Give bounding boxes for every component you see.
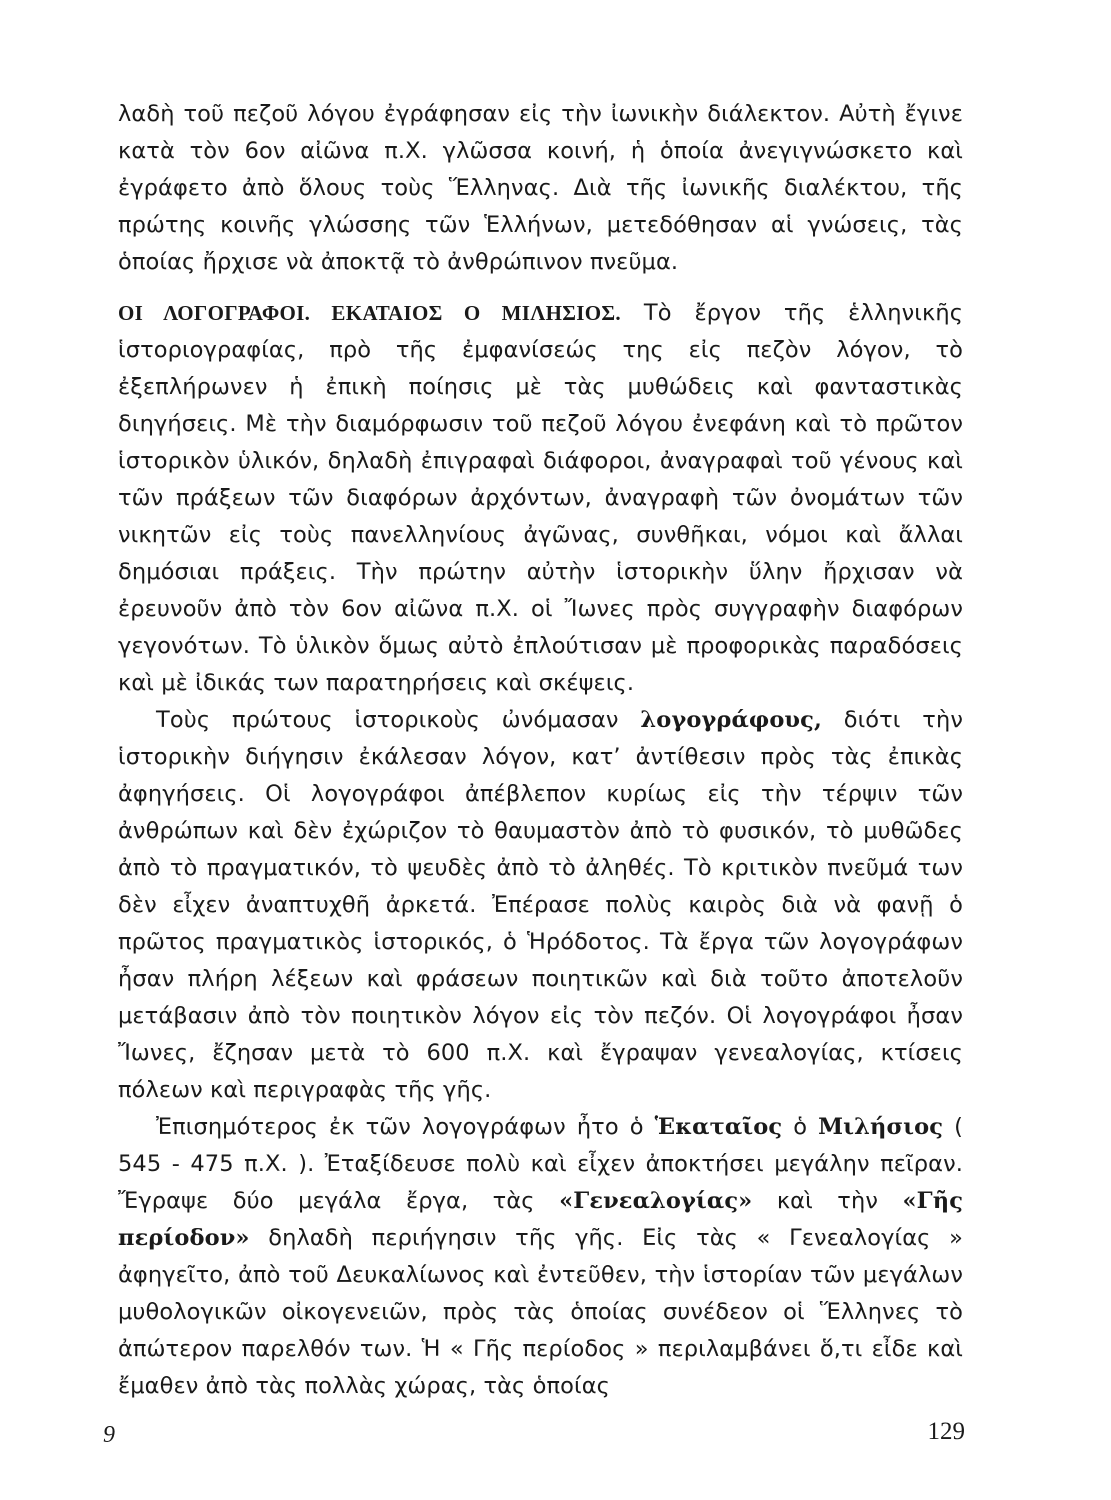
p3-text-before: Τοὺς πρώτους ἱστορικοὺς ὠνόμασαν <box>156 707 619 733</box>
paragraph-logographers-text: Τὸ ἔργον τῆς ἑλληνικῆς ἱστοριογραφίας, πρὸ τῆς ἐμφανίσεώς της εἰς πεζὸν λόγον, τὸ ἐξεπλήρωνεν ἡ ἐπικὴ ποίησις μὲ τὰς μυθώδεις καὶ φανταστικὰς διηγήσεις. Μὲ τὴν διαμόρφωσιν τοῦ πεζοῦ λόγου ἐνεφάνη καὶ τὸ πρῶτον ἱστορικὸν ὑλικόν, δηλαδὴ ἐπιγραφαὶ διάφοροι, ἀναγραφαὶ τοῦ γένους καὶ τῶν πράξεων τῶν διαφόρων ἀρχόντων, ἀναγραφὴ τῶν ὀνομάτων τῶν νικητῶν εἰς τοὺς πανελληνίους ἀγῶνας, συνθῆκαι, νόμοι καὶ ἄλλαι δημόσιαι πράξεις. Τὴν πρώτην αὐτὴν ἱστορικὴν ὕλην ἤρχισαν νὰ ἐρευνοῦν ἀπὸ τὸν 6ον αἰῶνα π.Χ. οἱ Ἴωνες πρὸς συγγραφὴν διαφόρων γεγονότων. Τὸ ὑλικὸν ὅμως αὐτὸ ἐπλούτισαν μὲ προφορικὰς παραδόσεις καὶ μὲ ἰδικάς των παρατηρήσεις καὶ σκέψεις. <box>118 300 963 696</box>
body-text <box>118 96 963 1405</box>
work-periodos-ges: «Γῆς περίοδον» <box>118 1188 963 1251</box>
term-logographoi: λογογράφους, <box>640 707 822 733</box>
work-genealogies: «Γενεαλογίας» <box>559 1188 753 1214</box>
p4-text-4: καὶ τὴν <box>776 1188 878 1214</box>
p3-text-after: διότι τὴν ἱστορικὴν διήγησιν ἐκάλεσαν λόγον, κατ’ ἀντίθεσιν πρὸς τὰς ἐπικὰς ἀφηγήσεις. Οἱ λογογράφοι ἀπέβλεπον κυρίως εἰς τὴν τέρψιν τῶν ἀνθρώπων καὶ δὲν ἐχώριζον τὸ θαυμαστὸν ἀπὸ τὸ φυσικόν, τὸ μυθῶδες ἀπὸ τὸ πραγματικόν, τὸ ψευδὲς ἀπὸ τὸ ἀληθές. Τὸ κριτικὸν πνεῦμά των δὲν εἶχεν ἀναπτυχθῆ ἀρκετά. Ἐπέρασε πολὺς καιρὸς διὰ νὰ φανῇ ὁ πρῶτος πραγματικὸς ἱστορικός, ὁ Ἡρόδοτος. Τὰ ἔργα τῶν λογογράφων ἦσαν πλήρη λέξεων καὶ φράσεων ποιητικῶν καὶ διὰ τοῦτο ἀποτελοῦν μετάβασιν ἀπὸ τὸν ποιητικὸν λόγον εἰς τὸν πεζόν. Οἱ λογογράφοι ἦσαν Ἴωνες, ἔζησαν μετὰ τὸ 600 π.Χ. καὶ ἔγραψαν γενεαλογίας, κτίσεις πόλεων καὶ περιγραφὰς τῆς γῆς. <box>118 707 963 1103</box>
paragraph-logographers-definition <box>118 702 963 1109</box>
paragraph-ionic-dialect: λαδὴ τοῦ πεζοῦ λόγου ἐγράφησαν εἰς τὴν ἰωνικὴν διάλεκτον. Αὐτὴ ἔγινε κατὰ τὸν 6ον αἰῶνα π.Χ. γλῶσσα κοινή, ἡ ὁποία ἀνεγιγνώσκετο καὶ ἐγράφετο ἀπὸ ὅλους τοὺς Ἕλληνας. Διὰ τῆς ἰωνικῆς διαλέκτου, τῆς πρώτης κοινῆς γλώσσης τῶν Ἑλλήνων, μετεδόθησαν αἱ γνώσεις, τὰς ὁποίας ἤρχισε νὰ ἀποκτᾷ τὸ ἀνθρώπινον πνεῦμα. <box>118 101 963 275</box>
p4-text-3: ( 545 - 475 π.Χ. ). Ἐταξίδευσε πολὺ καὶ εἶχεν ἀποκτήσει μεγάλην πεῖραν. Ἔγραψε δύο μεγάλα ἔργα, τὰς <box>118 1114 963 1214</box>
signature-mark: 9 <box>103 1422 115 1448</box>
paragraph-logographers <box>118 295 963 702</box>
p4-text-2: ὁ <box>793 1114 808 1140</box>
section-heading: ΟΙ ΛΟΓΟΓΡΑΦΟΙ. ΕΚΑΤΑΙΟΣ Ο ΜΙΛΗΣΙΟΣ. <box>118 301 621 325</box>
page-number: 129 <box>927 1418 965 1445</box>
p4-text-1: Ἐπισημότερος ἐκ τῶν λογογράφων ἦτο ὁ <box>156 1114 644 1140</box>
paragraph-hecataeus <box>118 1109 963 1405</box>
name-hecataeus: Ἑκαταῖος <box>654 1114 783 1140</box>
p4-text-5: δηλαδὴ περιήγησιν τῆς γῆς. Εἰς τὰς « Γενεαλογίας » ἀφηγεῖτο, ἀπὸ τοῦ Δευκαλίωνος καὶ ἐντεῦθεν, τὴν ἱστορίαν τῶν μεγάλων μυθολογικῶν οἰκογενειῶν, πρὸς τὰς ὁποίας συνέδεον οἱ Ἕλληνες τὸ ἀπώτερον παρελθόν των. Ἡ « Γῆς περίοδος » περιλαμβάνει ὅ,τι εἶδε καὶ ἔμαθεν ἀπὸ τὰς πολλὰς χώρας, τὰς ὁποίας <box>118 1225 963 1399</box>
epithet-milesian: Μιλήσιος <box>818 1114 944 1140</box>
